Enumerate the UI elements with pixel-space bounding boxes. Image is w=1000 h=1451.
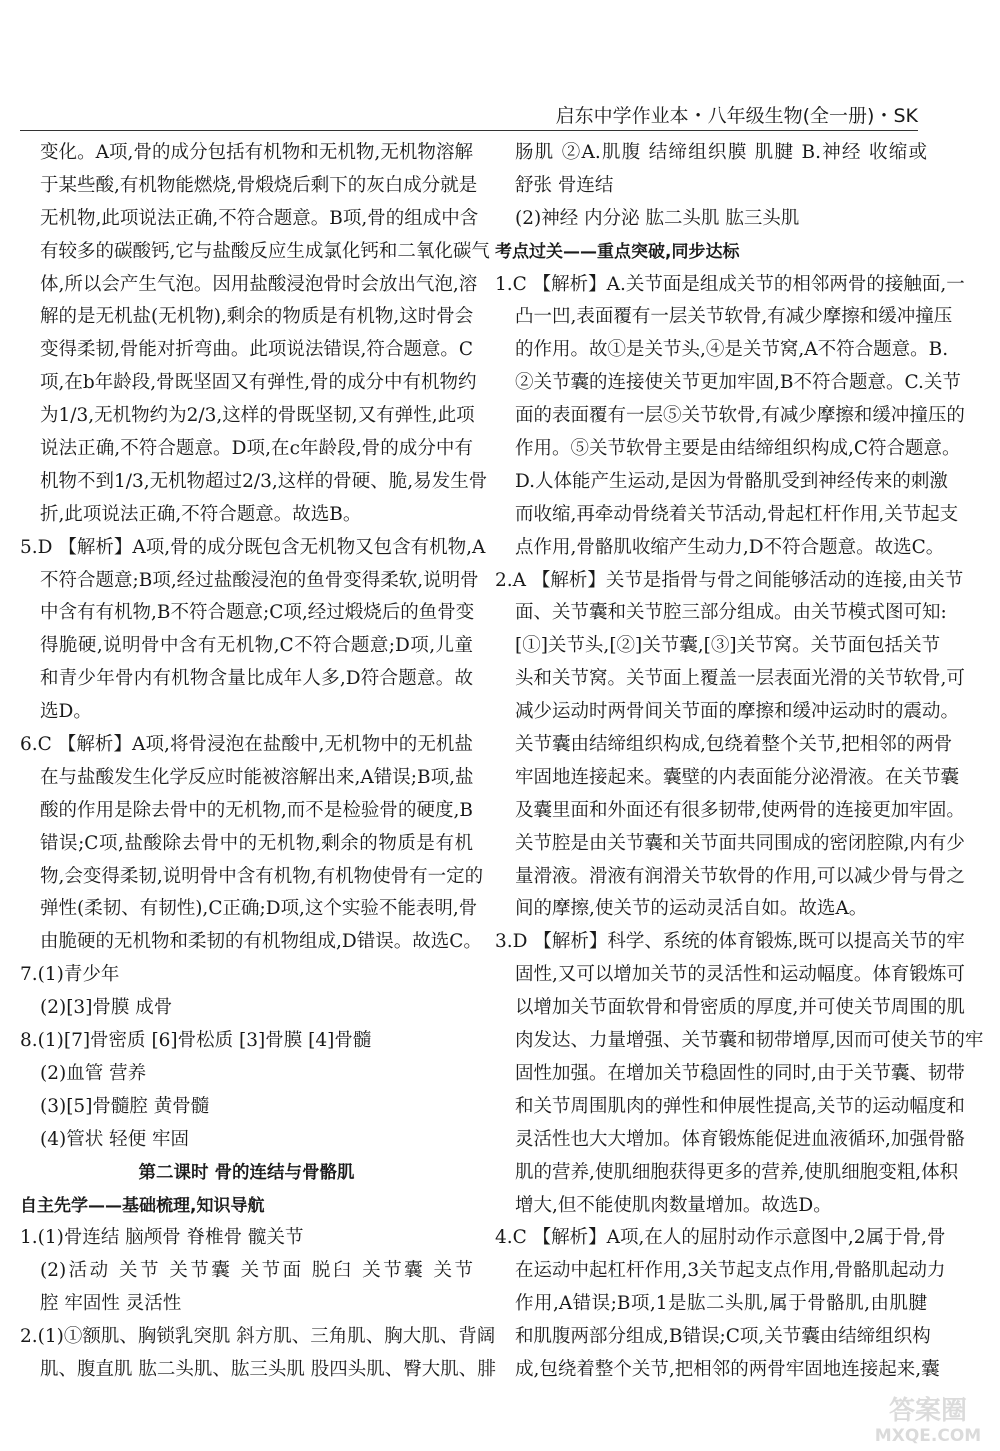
answer-item-1: 1.(1)骨连结 脑颅骨 脊椎骨 髋关节 xyxy=(20,1227,304,1249)
text-line: (2)血管 营养 xyxy=(40,1062,147,1084)
text-line: (4)管状 轻便 牢固 xyxy=(40,1128,189,1150)
text-line: 凸一凹,表面覆有一层关节软骨,有减少摩擦和缓冲撞压 xyxy=(515,306,953,328)
text-line: 关节腔是由关节囊和关节面共同围成的密闭腔隙,内有少 xyxy=(515,832,965,854)
text-line: 关节囊由结缔组织构成,包绕着整个关节,把相邻的两骨 xyxy=(515,734,953,756)
text-line: 固性,又可以增加关节的灵活性和运动幅度。体育锻炼可 xyxy=(515,964,965,986)
answer-item-2: 2.(1)①额肌、胸锁乳突肌 斜方肌、三角肌、胸大肌、背阔 xyxy=(20,1326,496,1348)
text-line: 变得柔韧,骨能对折弯曲。此项说法错误,符合题意。C xyxy=(40,339,473,361)
text-line: 间的摩擦,使关节的运动灵活自如。故选A。 xyxy=(515,898,868,920)
text-line: 中含有有机物,B不符合题意;C项,经过煅烧后的鱼骨变 xyxy=(40,602,475,624)
text-line: 量滑液。滑液有润滑关节软骨的作用,可以减少骨与骨之 xyxy=(515,865,965,887)
text-line: 说法正确,不符合题意。D项,在c年龄段,骨的成分中有 xyxy=(40,438,473,460)
text-line: 选D。 xyxy=(40,701,92,723)
section-heading: 考点过关——重点突破,同步达标 xyxy=(495,241,740,262)
text-line: D.人体能产生运动,是因为骨骼肌受到神经传来的刺激 xyxy=(515,470,948,492)
text-line: (2)[3]骨膜 成骨 xyxy=(40,997,173,1019)
text-line: 灵活性也大大增加。体育锻炼能促进血液循环,加强骨骼 xyxy=(515,1128,965,1150)
text-line: 舒张 骨连结 xyxy=(515,174,614,196)
text-line: 有较多的碳酸钙,它与盐酸反应生成氯化钙和二氧化碳气 xyxy=(40,240,490,262)
text-line: 腔 牢固性 灵活性 xyxy=(40,1293,182,1315)
text-line: 折,此项说法正确,不符合题意。故选B。 xyxy=(40,503,362,525)
text-line: 肉发达、力量增强、关节囊和韧带增厚,因而可使关节的牢 xyxy=(515,1030,984,1052)
text-line: 肌、腹直肌 肱二头肌、肱三头肌 股四头肌、臀大肌、腓 xyxy=(40,1358,496,1380)
answer-item-4: 4.C 【解析】A项,在人的屈肘动作示意图中,2属于骨,骨 xyxy=(495,1227,946,1249)
text-line: 和关节周围肌肉的弹性和伸展性提高,关节的运动幅度和 xyxy=(515,1095,965,1117)
text-line: 错误;C项,盐酸除去骨中的无机物,剩余的物质是有机 xyxy=(40,832,473,854)
text-line: 解的是无机盐(无机物),剩余的物质是有机物,这时骨会 xyxy=(40,306,474,328)
answer-item-1: 1.C 【解析】A.关节面是组成关节的相邻两骨的接触面,一 xyxy=(495,273,965,295)
text-line: 牢固地连接起来。囊壁的内表面能分泌滑液。在关节囊 xyxy=(515,766,960,788)
right-column xyxy=(495,137,984,1387)
answer-item-2: 2.A 【解析】关节是指骨与骨之间能够活动的连接,由关节 xyxy=(495,569,964,591)
text-line: 变化。A项,骨的成分包括有机物和无机物,无机物溶解 xyxy=(40,142,473,163)
text-line: 作用,A错误;B项,1是肱二头肌,属于骨骼肌,由肌腱 xyxy=(515,1293,927,1315)
watermark-logo xyxy=(868,1391,988,1445)
text-line: ②关节囊的连接使关节更加牢固,B不符合题意。C.关节 xyxy=(515,372,961,394)
text-line: 体,所以会产生气泡。因用盐酸浸泡骨时会放出气泡,溶 xyxy=(40,273,478,295)
watermark-url: MXQE.COM xyxy=(874,1426,982,1446)
text-line: 在运动中起杠杆作用,3关节起支点作用,骨骼肌起动力 xyxy=(515,1260,946,1282)
text-line: 不符合题意;B项,经过盐酸浸泡的鱼骨变得柔软,说明骨 xyxy=(40,569,479,591)
text-line: 机物不到1/3,无机物超过2/3,这样的骨硬、脆,易发生骨 xyxy=(40,470,488,492)
text-line: 作用。⑤关节软骨主要是由结缔组织构成,C符合题意。 xyxy=(515,438,961,460)
text-line: 固性加强。在增加关节稳固性的同时,由于关节囊、韧带 xyxy=(515,1062,965,1084)
answer-item-8: 8.(1)[7]骨密质 [6]骨松质 [3]骨膜 [4]骨髓 xyxy=(20,1030,372,1052)
left-column xyxy=(20,137,496,1387)
text-line: (2)活动 关节 关节囊 关节面 脱臼 关节囊 关节 xyxy=(40,1260,473,1282)
answer-item-6: 6.C 【解析】A项,将骨浸泡在盐酸中,无机物中的无机盐 xyxy=(20,734,473,756)
text-line: 成,包绕着整个关节,把相邻的两骨牢固地连接起来,囊 xyxy=(515,1358,940,1380)
text-line: 项,在b年龄段,骨既坚固又有弹性,骨的成分中有机物约 xyxy=(40,372,477,394)
text-line: 及囊里面和外面还有很多韧带,使两骨的连接更加牢固。 xyxy=(515,799,965,821)
text-line: 头和关节窝。关节面上覆盖一层表面光滑的关节软骨,可 xyxy=(515,668,965,690)
text-line: 为1/3,无机物约为2/3,这样的骨既坚韧,又有弹性,此项 xyxy=(40,405,475,427)
text-line: 肠肌 ②A.肌腹 结缔组织膜 肌腱 B.神经 收缩或 xyxy=(515,142,927,163)
text-line: 在与盐酸发生化学反应时能被溶解出来,A错误;B项,盐 xyxy=(40,766,474,788)
text-line: (3)[5]骨髓腔 黄骨髓 xyxy=(40,1095,210,1117)
answer-item-5: 5.D 【解析】A项,骨的成分既包含无机物又包含有机物,A xyxy=(20,536,486,558)
watermark-text: 答案圈 xyxy=(888,1396,968,1426)
answer-item-3: 3.D 【解析】科学、系统的体育锻炼,既可以提高关节的牢 xyxy=(495,931,965,953)
text-line: 而收缩,再牵动骨绕着关节活动,骨起杠杆作用,关节起支 xyxy=(515,503,959,525)
text-line: 物,会变得柔韧,说明骨中含有机物,有机物使骨有一定的 xyxy=(40,865,484,887)
text-line: 和肌腹两部分组成,B错误;C项,关节囊由结缔组织构 xyxy=(515,1326,931,1348)
text-line: 由脆硬的无机物和柔韧的有机物组成,D错误。故选C。 xyxy=(40,931,482,953)
text-line: 于某些酸,有机物能燃烧,骨煅烧后剩下的灰白成分就是 xyxy=(40,174,478,196)
page-header xyxy=(20,104,918,131)
text-line: 无机物,此项说法正确,不符合题意。B项,骨的组成中含 xyxy=(40,207,479,229)
text-line: [①]关节头,[②]关节囊,[③]关节窝。关节面包括关节 xyxy=(515,635,941,657)
text-line: 增大,但不能使肌肉数量增加。故选D。 xyxy=(515,1194,832,1216)
answer-item-7: 7.(1)青少年 xyxy=(20,964,120,986)
page-header-title: 启东中学作业本・八年级生物(全一册)・SK xyxy=(555,105,918,127)
section-heading: 自主先学——基础梳理,知识导航 xyxy=(20,1195,265,1216)
text-line: 和青少年骨内有机物含量比成年人多,D符合题意。故 xyxy=(40,668,473,690)
text-line: 面、关节囊和关节腔三部分组成。由关节模式图可知: xyxy=(515,602,947,624)
text-line: 以增加关节面软骨和骨密质的厚度,并可使关节周围的肌 xyxy=(515,997,965,1019)
text-line: 减少运动时两骨间关节面的摩擦和缓冲运动时的震动。 xyxy=(515,701,960,723)
text-line: 酸的作用是除去骨中的无机物,而不是检验骨的硬度,B xyxy=(40,799,473,821)
text-line: (2)神经 内分泌 肱二头肌 肱三头肌 xyxy=(515,207,800,229)
section-title: 第二课时 骨的连结与骨骼肌 xyxy=(138,1162,355,1183)
text-line: 弹性(柔韧、有韧性),C正确;D项,这个实验不能表明,骨 xyxy=(40,898,478,920)
text-line: 肌的营养,使肌细胞获得更多的营养,使肌细胞变粗,体积 xyxy=(515,1161,959,1183)
text-line: 的作用。故①是关节头,④是关节窝,A不符合题意。B. xyxy=(515,339,949,361)
text-line: 点作用,骨骼肌收缩产生动力,D不符合题意。故选C。 xyxy=(515,536,945,558)
text-line: 得脆硬,说明骨中含有无机物,C不符合题意;D项,儿童 xyxy=(40,635,473,657)
text-line: 面的表面覆有一层⑤关节软骨,有减少摩擦和缓冲撞压的 xyxy=(515,405,965,427)
